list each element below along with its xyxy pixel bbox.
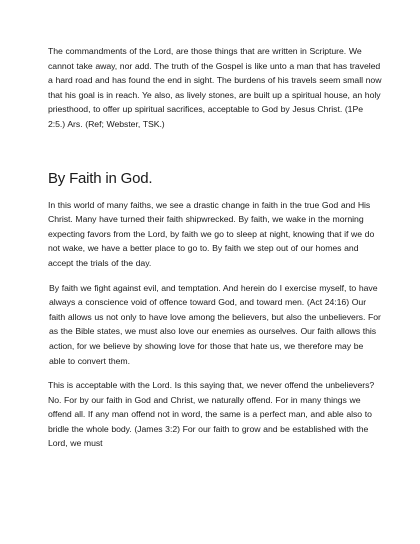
body-paragraph-2: By faith we fight against evil, and temptation. And herein do I exercise myself, to have always a conscience void of offence toward God, and toward men. (Act 24:16) Our faith allows us not only to have love among the believers, but also the unbelievers. For as the Bible states, we must also love our enemies as ourselves. Our faith allows this action, for we believe by showing love for those that hate us, we therefore may be able to convert them. bbox=[49, 282, 381, 366]
intro-paragraph: The commandments of the Lord, are those things that are written in Scripture. We cannot take away, nor add. The truth of the Gospel is like unto a man that has traveled a hard road and has found the end in sight. The burdens of his travels seem small now that his goal is in reach. Ye also, as lively stones, are built up a spiritual house, an holy priesthood, to offer up spiritual sacrifices, acceptable to God by Jesus Christ. (1Pe 2:5.) Ars. (Ref; Webster, TSK.) bbox=[48, 46, 382, 129]
body-paragraph-3: This is acceptable with the Lord. Is this saying that, we never offend the unbelievers? No. For by our faith in God and Christ, we naturally offend. For in many things we offend all. If any man offend not in word, the same is a perfect man, and able also to bridle the whole body. (James 3:2) For our faith to grow and be established with the Lord, we must bbox=[48, 380, 375, 449]
body-paragraph-1: In this world of many faiths, we see a drastic change in faith in the true God and His Christ. Many have turned their faith shipwrecked. By faith, we wake in the morning expecting favors from the Lord, by faith we go to sleep at night, knowing that if we do not wake, we have a better place to go to. By faith we step out of our homes and accept the trials of the day. bbox=[48, 199, 375, 268]
section-heading: By Faith in God. bbox=[48, 169, 153, 187]
